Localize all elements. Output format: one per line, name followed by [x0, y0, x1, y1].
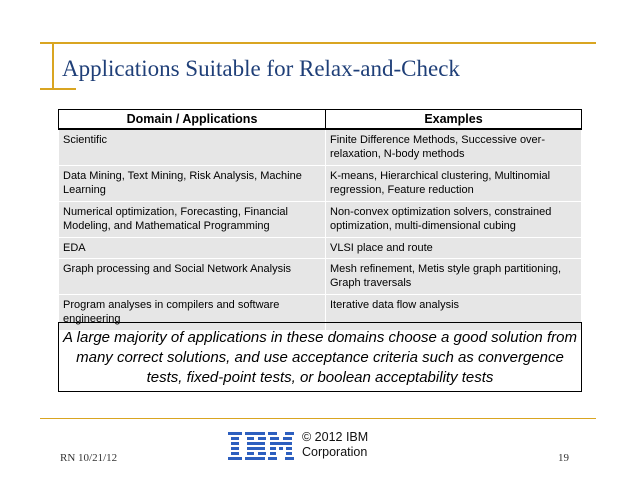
- bottom-rule: [40, 418, 596, 419]
- table-row: [59, 202, 582, 238]
- footer-author-date: RN 10/21/12: [60, 452, 118, 464]
- examples-cell: K-means, Hierarchical clustering, Multinomial regression, Feature reduction: [326, 166, 582, 202]
- column-header-examples: Examples: [326, 110, 582, 130]
- domain-cell: Numerical optimization, Forecasting, Financial Modeling, and Mathematical Programming: [59, 202, 326, 238]
- callout-text: A large majority of applications in these domains choose a good solution from many correct solutions, and use acceptance criteria such as convergence tests, fixed-point tests, or boolean acceptability tests: [63, 329, 577, 386]
- copyright-line-1: © 2012 IBM: [302, 430, 369, 444]
- examples-cell: VLSI place and route: [326, 238, 582, 259]
- table-row: [59, 259, 582, 295]
- table-row: [59, 166, 582, 202]
- domain-cell: Scientific: [59, 129, 326, 166]
- left-rule: [52, 42, 54, 90]
- applications-table: [58, 109, 582, 331]
- examples-cell: Mesh refinement, Metis style graph partitioning, Graph traversals: [326, 259, 582, 295]
- top-rule: [40, 42, 596, 44]
- table-row: [59, 129, 582, 166]
- table-header-row: [59, 110, 582, 130]
- copyright-line-2: Corporation: [302, 445, 368, 459]
- title-underline: [40, 88, 76, 90]
- domain-cell: Data Mining, Text Mining, Risk Analysis, Machine Learning: [59, 166, 326, 202]
- examples-cell: Finite Difference Methods, Successive over-relaxation, N-body methods: [326, 129, 582, 166]
- table-row: [59, 238, 582, 259]
- domain-cell: EDA: [59, 238, 326, 259]
- examples-cell: Non-convex optimization solvers, constrained optimization, multi-dimensional cubing: [326, 202, 582, 238]
- page-number: 19: [558, 452, 569, 464]
- domain-cell: Program analyses in compilers and software engineering: [59, 295, 326, 331]
- column-header-domain: Domain / Applications: [59, 110, 326, 130]
- ibm-logo-icon: [226, 428, 296, 466]
- examples-cell: Iterative data flow analysis: [326, 295, 582, 331]
- callout-box: [58, 322, 582, 392]
- domain-cell: Graph processing and Social Network Analysis: [59, 259, 326, 295]
- page-title: Applications Suitable for Relax-and-Check: [62, 56, 460, 81]
- copyright-notice: [302, 430, 368, 460]
